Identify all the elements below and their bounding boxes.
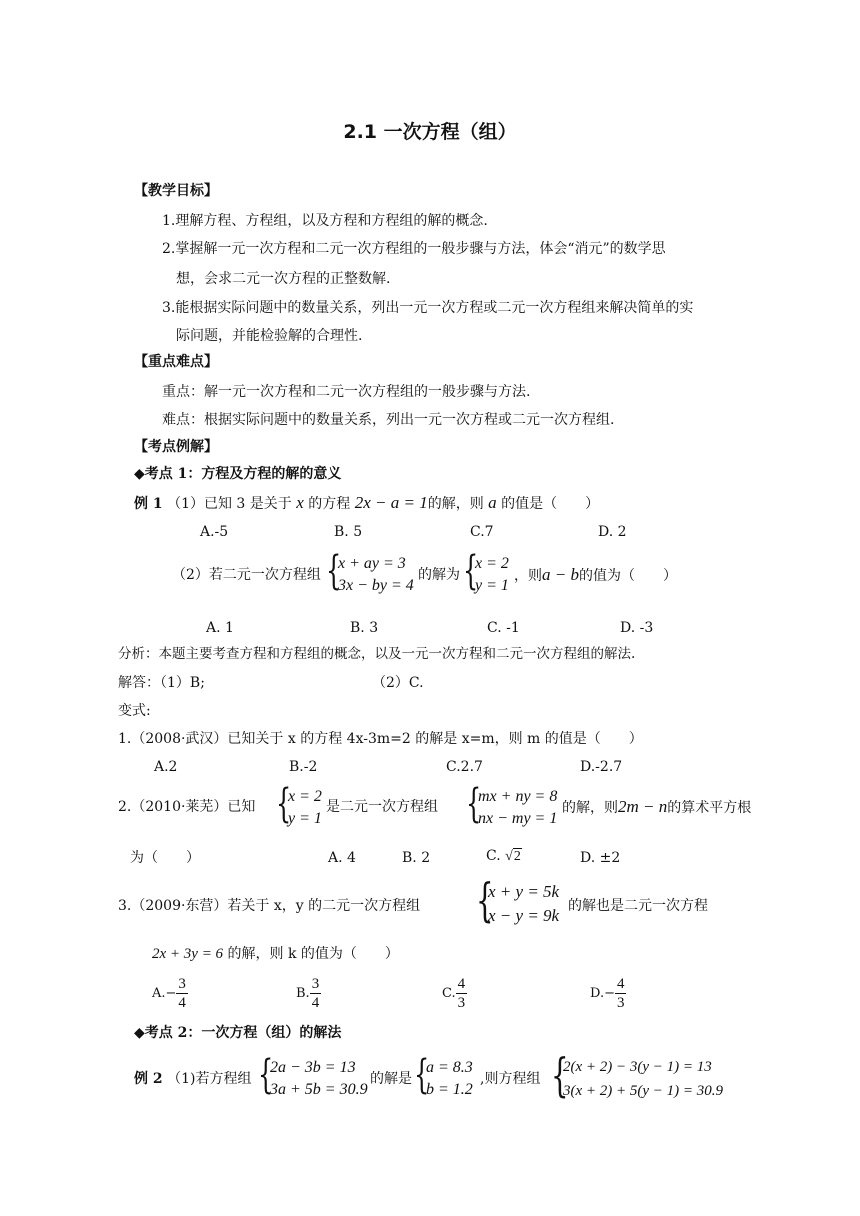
example1-q1-text-c: 的解，则 (427, 496, 484, 512)
point2-heading: ◆考点 2：一次方程（组）的解法 (134, 1025, 342, 1041)
example1-q2-text-d: 的值为（ ） (578, 568, 677, 584)
math-a-minus-b: a − b (542, 565, 579, 584)
v1-opt-a: A.2 (154, 759, 178, 775)
example2-text-a-body: （1)若方程组 (167, 1071, 252, 1087)
example1-q2-solution (463, 548, 509, 597)
v3-opt-b-label: B. (296, 986, 310, 1001)
example2-system-2 (551, 1048, 724, 1103)
example2-text-a (134, 1070, 251, 1088)
example1-q2-text-c: ，则 (514, 568, 542, 584)
math-a: a (488, 493, 497, 512)
example1-label: 例 1 (134, 496, 163, 512)
left-brace: { (463, 548, 479, 594)
fraction-3-4: $\frac{3}{4}$ (178, 976, 186, 1011)
v3-opt-b (296, 975, 321, 1012)
system-eq-1: mx + ny = 8 (478, 788, 558, 805)
left-brace: { (476, 873, 494, 927)
solution-eq-2: y = 1 (475, 577, 509, 594)
math-2m-minus-n: 2m − n (618, 797, 668, 816)
ex1-q2-opt-c: C. -1 (487, 620, 520, 636)
objective-3: 3.能根据实际问题中的数量关系，列出一元一次方程或二元一次方程组来解决简单的实 (162, 300, 694, 316)
analysis-text: 分析：本题主要考查方程和方程组的概念，以及一元一次方程和二元一次方程组的解法. (118, 646, 636, 662)
example1-q1-text-b: 的方程 (308, 496, 351, 512)
math-2x-plus-3y: 2x + 3y = 6 (152, 946, 224, 962)
system-eq-1: x + ay = 3 (338, 555, 406, 572)
objective-3-cont: 际问题，并能检验解的合理性. (176, 328, 363, 344)
left-brace: { (258, 1052, 274, 1098)
variant-3-system (476, 873, 560, 930)
variant-1: 1.（2008·武汉）已知关于 x 的方程 4x-3m=2 的解是 x=m，则 m 的值是（ ） (118, 731, 643, 747)
example2-text-c: ,则方程组 (480, 1071, 541, 1087)
example2-text-b: 的解是 (370, 1071, 412, 1087)
variant-2-text-d: 的算术平方根 (667, 800, 752, 816)
v2-opt-c-label: C. (486, 848, 501, 864)
example1-q2-system (326, 548, 414, 597)
variant-2-text-e: 为（ ） (130, 850, 200, 866)
example1-q1 (134, 494, 599, 513)
variant-2-tail (562, 798, 751, 817)
ex1-q2-opt-d: D. -3 (620, 620, 654, 636)
point1-heading: ◆考点 1：方程及方程的解的意义 (134, 466, 342, 482)
variant-2-text-a: 2.（2010·莱芜）已知 (118, 799, 256, 815)
example1-q1-text-a: （1）已知 3 是关于 (167, 496, 292, 512)
variant-3-line2 (152, 945, 399, 963)
example2-solution (414, 1052, 473, 1101)
v3-opt-a-label: A.− (152, 986, 177, 1001)
v3-opt-c-label: C. (442, 986, 456, 1001)
sqrt-2: √2 (505, 849, 521, 864)
examples-heading: 【考点例解】 (134, 439, 218, 455)
left-brace: { (551, 1048, 569, 1102)
ex1-q1-opt-c: C.7 (470, 524, 494, 540)
fraction-4-3: $\frac{4}{3}$ (457, 976, 466, 1011)
example2-label: 例 2 (134, 1071, 163, 1087)
keypoint-key: 重点：解一元一次方程和二元一次方程组的一般步骤与方法. (162, 384, 531, 400)
system-eq-1: x + y = 5k (488, 882, 560, 901)
math-equation: 2x − a = 1 (354, 493, 428, 512)
ex1-q2-opt-a: A. 1 (206, 620, 234, 636)
system-eq-2: x − y = 9k (488, 906, 560, 925)
v2-opt-c (486, 847, 522, 866)
solution-eq-2: b = 1.2 (426, 1081, 473, 1098)
objective-1: 1.理解方程、方程组，以及方程和方程组的解的概念. (162, 213, 488, 229)
left-brace: { (326, 548, 342, 594)
solution-eq-2: y = 1 (288, 810, 322, 827)
v3-opt-c (442, 975, 467, 1012)
system-eq-2: 3(x + 2) + 5(y − 1) = 30.9 (563, 1083, 724, 1099)
v3-opt-a (152, 975, 188, 1012)
solution-eq-1: x = 2 (288, 788, 322, 805)
answer-1: 解答：（1）B; (118, 675, 205, 691)
v1-opt-d: D.-2.7 (580, 759, 623, 775)
v2-opt-d: D. ±2 (580, 850, 621, 866)
ex1-q1-opt-b: B. 5 (334, 524, 363, 540)
example1-q2-tail (514, 566, 677, 585)
example2-system (258, 1052, 368, 1101)
example1-q2-text-a: （2）若二元一次方程组 (172, 567, 321, 583)
keypoints-heading: 【重点难点】 (134, 354, 218, 370)
variant-2-solution (276, 781, 322, 830)
ex1-q1-opt-d: D. 2 (598, 524, 627, 540)
variant-3-text-d: 的解，则 k 的值为（ ） (227, 946, 399, 962)
left-brace: { (414, 1052, 430, 1098)
v3-opt-d (590, 975, 626, 1012)
left-brace: { (276, 781, 292, 827)
answer-2: （2）C. (372, 675, 424, 691)
variant-3-text-a: 3.（2009·东营）若关于 x，y 的二元一次方程组 (118, 898, 421, 914)
system-eq-2: 3a + 5b = 30.9 (270, 1081, 368, 1098)
v3-opt-d-label: D.− (590, 986, 615, 1001)
v2-opt-b: B. 2 (402, 850, 431, 866)
variant-2-system (466, 781, 558, 830)
solution-eq-1: x = 2 (475, 555, 509, 572)
objective-2-cont: 想，会求二元一次方程的正整数解. (176, 271, 391, 287)
variant-3-text-b: 的解也是二元一次方程 (568, 898, 708, 914)
ex1-q1-opt-a: A.-5 (200, 524, 229, 540)
objective-2: 2.掌握解一元一次方程和二元一次方程组的一般步骤与方法，体会“消元”的数学思 (162, 241, 666, 257)
math-x: x (296, 493, 304, 512)
left-brace: { (466, 781, 482, 827)
ex1-q2-opt-b: B. 3 (350, 620, 379, 636)
v1-opt-b: B.-2 (289, 759, 318, 775)
system-eq-2: 3x − by = 4 (338, 577, 414, 594)
objectives-heading: 【教学目标】 (134, 183, 218, 199)
variant-2-text-c: 的解，则 (562, 800, 618, 816)
v2-opt-a: A. 4 (328, 850, 356, 866)
example1-q2-text-b: 的解为 (418, 567, 460, 583)
keypoint-hard: 难点：根据实际问题中的数量关系，列出一元一次方程或二元一次方程组. (162, 412, 615, 428)
solution-eq-1: a = 8.3 (426, 1059, 473, 1076)
system-eq-2: nx − my = 1 (478, 810, 558, 827)
variant-2-text-b: 是二元一次方程组 (326, 799, 438, 815)
variant-label: 变式: (118, 703, 151, 719)
system-eq-1: 2a − 3b = 13 (270, 1059, 356, 1076)
system-eq-1: 2(x + 2) − 3(y − 1) = 13 (563, 1059, 712, 1075)
fraction-3-4: $\frac{3}{4}$ (311, 976, 320, 1011)
example1-q1-text-d: 的值是（ ） (501, 496, 600, 512)
v1-opt-c: C.2.7 (446, 759, 483, 775)
fraction-4-3: $\frac{4}{3}$ (616, 976, 625, 1011)
page-title: 2.1 一次方程（组） (343, 121, 517, 143)
